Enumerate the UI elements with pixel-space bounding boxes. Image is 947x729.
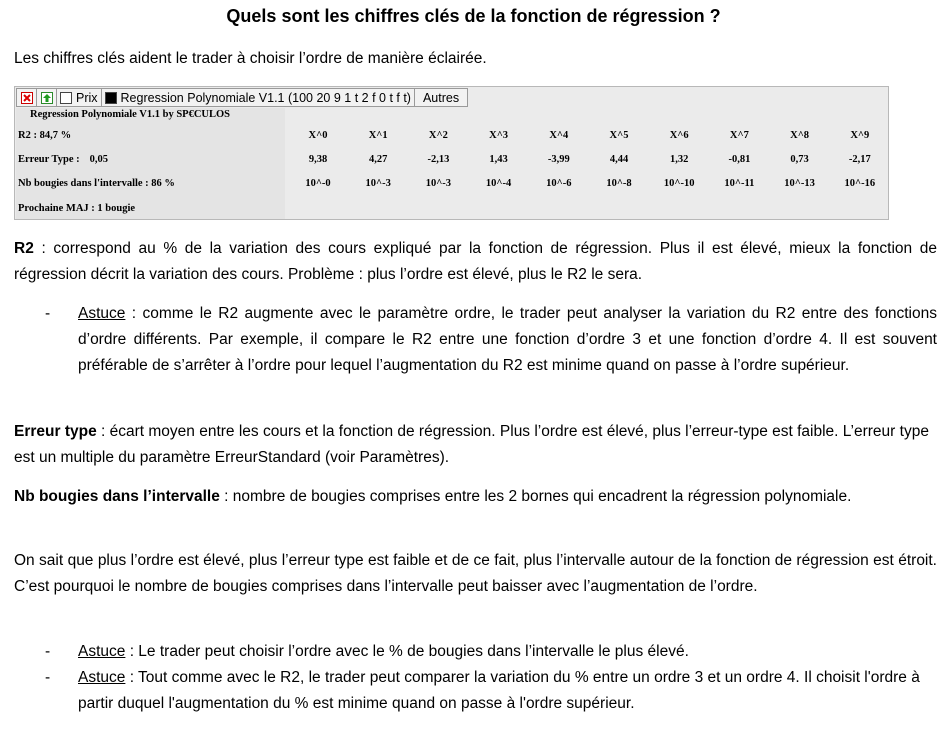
coefficient-cell: 1,43 [489, 154, 508, 165]
nb-bougies-paragraph [14, 484, 937, 510]
coefficient-cell: 9,38 [308, 154, 328, 165]
autres-label: Autres [422, 90, 460, 105]
bullet-dash: - [45, 669, 51, 686]
header-cell: X^8 [790, 130, 810, 141]
delete-icon [20, 91, 33, 104]
indicator-toggle[interactable] [101, 88, 415, 107]
header-cell: X^4 [549, 130, 569, 141]
exponent-cell: 10^-16 [844, 178, 876, 189]
exponent-cell: 10^-6 [546, 178, 572, 189]
coefficient-cell: -2,17 [848, 154, 871, 165]
coefficient-cell: -2,13 [427, 154, 450, 165]
intro-text: Les chiffres clés aident le trader à choisir l’ordre de manière éclairée. [14, 50, 487, 67]
prochaine-maj-label: Prochaine MAJ : 1 bougie [18, 203, 136, 214]
erreur-type-description: : écart moyen entre les cours et la fonction de régression. Plus l’ordre est élevé, plus l’erreur-type est faible. L’erreur type est un multiple du paramètre ErreurStandard (voir Paramètres). [14, 423, 929, 466]
coefficient-cell: -3,99 [547, 154, 570, 165]
bullet-dash: - [45, 305, 51, 322]
panel-title: Regression Polynomiale V1.1 by SP€CULOS [30, 109, 231, 120]
astuce-label: Astuce [78, 669, 126, 686]
astuce-label: Astuce [78, 643, 126, 660]
astuce-choix-text: : Le trader peut choisir l’ordre avec le % de bougies dans l’intervalle le plus élevé. [125, 643, 689, 660]
indicator-label: Regression Polynomiale V1.1 (100 20 9 1 t 2 f 0 t f t) [120, 90, 411, 105]
astuce-r2-bullet [45, 301, 937, 379]
move-up-button[interactable] [36, 88, 57, 107]
ordre-paragraph: On sait que plus l’ordre est élevé, plus l’erreur type est faible et de ce fait, plus l’intervalle autour de la fonction de régression est étroit. C’est pourquoi le nombre de bougies comprises dans l’intervalle peut baisser avec l’augmentation de l’ordre. [14, 552, 937, 595]
header-cell: X^6 [669, 130, 689, 141]
exponent-cell: 10^-13 [784, 178, 815, 189]
coefficient-cell: 4,44 [609, 154, 629, 165]
header-cell: X^0 [308, 130, 328, 141]
header-cell: X^1 [368, 130, 388, 141]
r2-term: R2 [14, 240, 34, 257]
exponent-cell: 10^-10 [663, 178, 695, 189]
page-title: Quels sont les chiffres clés de la fonction de régression ? [226, 6, 721, 26]
erreur-type-paragraph [14, 419, 937, 471]
erreur-type-row [18, 154, 108, 165]
indicator-screenshot [14, 86, 889, 220]
exponent-cell: 10^-3 [365, 178, 391, 189]
prix-checkbox[interactable] [60, 92, 72, 104]
astuce-comparaison-bullet [45, 665, 937, 717]
coefficient-cell: 4,27 [369, 154, 388, 165]
exponent-cell: 10^-3 [425, 178, 452, 189]
erreur-type-value: 0,05 [89, 154, 109, 165]
nb-bougies-term: Nb bougies dans l’intervalle [14, 488, 220, 505]
indicator-checkbox[interactable] [105, 92, 117, 104]
nb-bougies-label: Nb bougies dans l'intervalle : 86 % [18, 178, 175, 189]
header-cell: X^3 [489, 130, 509, 141]
up-arrow-icon [40, 91, 53, 104]
r2-description: : correspond au % de la variation des cours expliqué par la fonction de régression. Plus il est élevé, mieux la fonction de régression décrit la variation des cours. Problème : plus l’ordre est élevé, plus le R2 le sera. [14, 240, 937, 283]
header-cell: X^7 [729, 130, 749, 141]
indicator-toolbar [16, 88, 467, 107]
astuce-label: Astuce [78, 305, 126, 322]
header-cell: X^2 [428, 130, 448, 141]
coefficient-cell: -0,81 [728, 154, 751, 165]
header-cell: X^9 [850, 130, 870, 141]
exponent-cell: 10^-4 [485, 178, 512, 189]
delete-button[interactable] [16, 88, 37, 107]
exponent-cell: 10^-11 [724, 178, 755, 189]
prix-toggle[interactable] [56, 88, 102, 107]
nb-bougies-description: : nombre de bougies comprises entre les 2 bornes qui encadrent la régression polynomiale. [219, 488, 852, 505]
r2-paragraph [14, 236, 937, 288]
erreur-type-term: Erreur type [14, 423, 97, 440]
exponent-cell: 10^-0 [305, 178, 331, 189]
astuce-choix-bullet [45, 639, 937, 665]
coefficient-cell: 0,73 [790, 154, 809, 165]
coefficient-cell: 1,32 [670, 154, 689, 165]
erreur-type-label: Erreur Type : [18, 154, 80, 165]
astuce-r2-text: : comme le R2 augmente avec le paramètre ordre, le trader peut analyser la variation du R2 entre des fonctions d’ordre différents. Par exemple, il compare le R2 entre une fonction d’ordre 3 et une fonction d’ordre 4. Il est souvent préférable de s’arrêter à l’ordre pour lequel l’augmentation du R2 est minime quand on passe à l’ordre supérieur. [78, 305, 937, 374]
autres-button[interactable] [414, 88, 468, 107]
bullet-dash: - [45, 643, 51, 660]
prix-label: Prix [76, 90, 98, 105]
astuce-comparaison-text: : Tout comme avec le R2, le trader peut comparer la variation du % entre un ordre 3 et un ordre 4. Il choisit l'ordre à partir duquel l'augmentation du % est minime quand on passe à l'ordre supérieur. [78, 669, 920, 712]
exponent-cell: 10^-8 [606, 178, 632, 189]
header-cell: X^5 [609, 130, 629, 141]
r2-label: R2 : 84,7 % [18, 130, 72, 141]
